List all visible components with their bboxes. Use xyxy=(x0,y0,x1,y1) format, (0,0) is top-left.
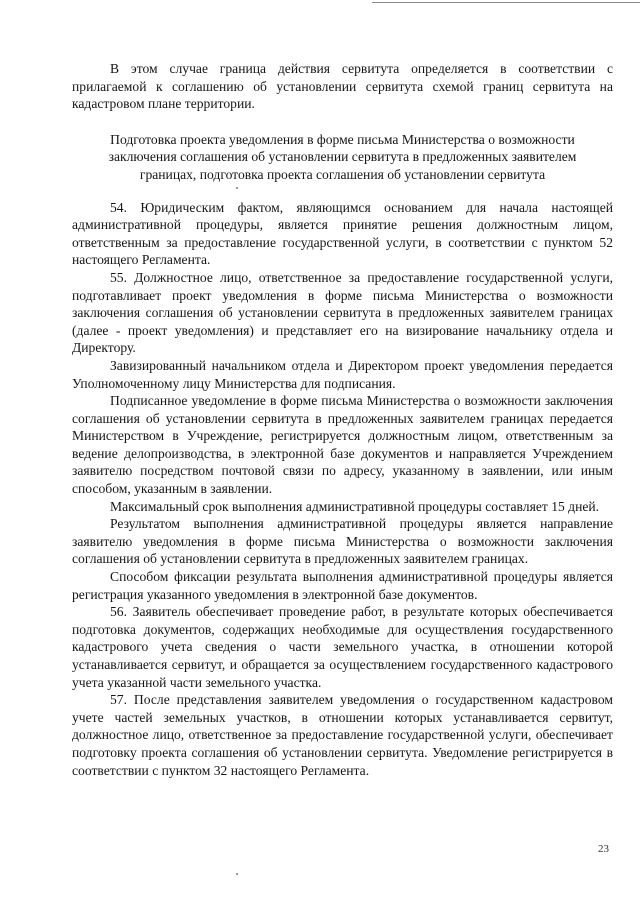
page-number: 23 xyxy=(598,843,609,855)
paragraph-result: Результатом выполнения административной процедуры является направление заявителю уведомления в форме письма Министерства о возможности заключения соглашения об установлении сервитута в предложенных заявителем границах. xyxy=(72,516,613,567)
intro-paragraph: В этом случае граница действия сервитута определяется в соответствии с прилагаемой к соглашению об установлении сервитута схемой границ сервитута на кадастровом плане территории. xyxy=(72,61,613,112)
scan-speck xyxy=(236,873,238,875)
paragraph-approval: Завизированный начальником отдела и Директором проект уведомления передается Уполномоченному лицу Министерства для подписания. xyxy=(72,357,613,391)
paragraph-fixation: Способом фиксации результата выполнения административной процедуры является регистрация указанного уведомления в электронной базе документов. xyxy=(72,569,613,602)
paragraph-56: 56. Заявитель обеспечивает проведение работ, в результате которых обеспечивается подготовка документов, содержащих необходимые для осуществления государственного кадастрового учета сведения о части земельного участка, в отношении которой устанавливается сервитут, и обращается за осуществлением государственного кадастрового учета указанной части земельного участка. xyxy=(72,604,613,690)
paragraph-55: 55. Должностное лицо, ответственное за предоставление государственной услуги, подготавливает проект уведомления в форме письма Министерства о возможности заключения соглашения об установлении сервитута в предложенных заявителем границах (далее - проект уведомления) и представляет его на визирование начальнику отдела и Директору. xyxy=(72,269,613,356)
section-heading: Подготовка проекта уведомления в форме письма Министерства о возможности заключения соглашения об установлении сервитута в предложенных заявителем границах, подготовка проекта соглашения об установлении сервитута xyxy=(108,131,577,182)
paragraph-max-term: Максимальный срок выполнения административной процедуры составляет 15 дней. xyxy=(110,498,600,514)
paragraph-57: 57. После представления заявителем уведомления о государственном кадастровом учете частей земельных участков, в отношении которых устанавливается сервитут, должностное лицо, ответственное за предоставление государственной услуги, обеспечивает подготовку проекта соглашения об установлении сервитута. Уведомление регистрируется в соответствии с пунктом 32 настоящего Регламента. xyxy=(72,692,613,778)
paragraph-54: 54. Юридическим фактом, являющимся основанием для начала настоящей административной процедуры, является принятие решения должностным лицом, ответственным за предоставление государственной услуги, в соответствии с пунктом 52 настоящего Регламента. xyxy=(72,199,613,268)
scan-edge-line xyxy=(372,2,640,3)
document-body xyxy=(72,60,613,779)
paragraph-signed-notice: Подписанное уведомление в форме письма Министерства о возможности заключения соглашения об установлении сервитута в предложенных заявителем границах передается Министерством в Учреждение, регистрируется должностным лицом, ответственным за ведение делопроизводства, в электронной базе документов и направляется Учреждением заявителю посредством почтовой связи по адресу, указанному в заявлении, или иным способом, указанным в заявлении. xyxy=(72,393,613,497)
scan-speck xyxy=(236,187,238,189)
